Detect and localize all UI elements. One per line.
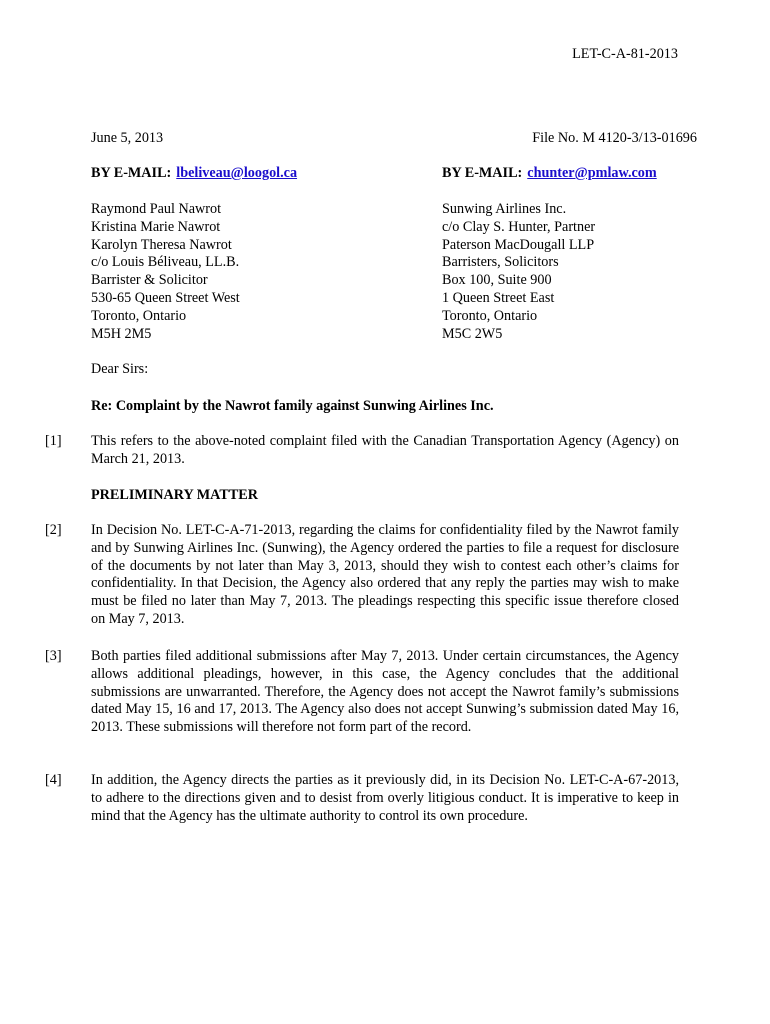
address-line: Karolyn Theresa Nawrot — [91, 236, 232, 253]
address-line: Barrister & Solicitor — [91, 272, 208, 289]
paragraph-number: [3] — [45, 648, 62, 664]
file-number: File No. M 4120-3/13-01696 — [532, 130, 697, 146]
address-line: 1 Queen Street East — [442, 289, 555, 306]
address-line: Toronto, Ontario — [442, 307, 538, 324]
paragraph-number: [2] — [45, 522, 62, 538]
paragraph-text: In addition, the Agency directs the parties as it previously did, in its Decision No. LET-C-A-67-2013, to adhere to the directions given and to desist from overly litigious conduct. It is imperative to keep in mind that the Agency has the ultimate authority to control its own procedure. — [91, 772, 679, 824]
paragraph-text: In Decision No. LET-C-A-71-2013, regarding the claims for confidentiality filed by the Nawrot family and by Sunwing Airlines Inc. (Sunwing), the Agency ordered the parties to file a request for disclosure of the documents by not later than May 3, 2013, should they wish to contest each other’s claims for confidentiality. In that Decision, the Agency also ordered that any reply the parties may wish to make must be filed no later than May 7, 2013. The pleadings respecting this specific issue therefore closed on May 7, 2013. — [91, 522, 679, 627]
paragraph-number: [1] — [45, 433, 62, 449]
salutation: Dear Sirs: — [91, 361, 149, 377]
address-line: Kristina Marie Nawrot — [91, 218, 221, 235]
address-line: Paterson MacDougall LLP — [442, 236, 595, 253]
subject-line: Re: Complaint by the Nawrot family against Sunwing Airlines Inc. — [91, 398, 494, 414]
paragraph-text: This refers to the above-noted complaint filed with the Canadian Transportation Agency (Agency) on March 21, 2013. — [91, 433, 679, 467]
email-link-beliveau[interactable]: lbeliveau@loogol.ca — [176, 165, 298, 181]
email-label: BY E-MAIL: — [442, 165, 523, 181]
paragraph-number: [4] — [45, 772, 62, 788]
address-line: c/o Louis Béliveau, LL.B. — [91, 254, 240, 271]
address-line: c/o Clay S. Hunter, Partner — [442, 218, 596, 235]
address-line: Barristers, Solicitors — [442, 254, 559, 271]
document-reference: LET-C-A-81-2013 — [572, 46, 678, 62]
address-line: Sunwing Airlines Inc. — [442, 201, 567, 217]
address-line: M5H 2M5 — [91, 325, 152, 342]
letter-date: June 5, 2013 — [91, 130, 164, 146]
recipient-right-email-line — [442, 165, 657, 182]
email-link-hunter[interactable]: chunter@pmlaw.com — [527, 165, 657, 181]
recipient-left-address — [91, 201, 240, 343]
paragraph-text: Both parties filed additional submissions after May 7, 2013. Under certain circumstances, the Agency allows additional pleadings, however, in this case, the Agency concludes that the additional submissions are unwarranted. Therefore, the Agency does not accept the Nawrot family’s submissions dated May 15, 16 and 17, 2013. The Agency also does not accept Sunwing’s submission dated May 16, 2013. These submissions will therefore not form part of the record. — [91, 648, 679, 736]
section-heading: PRELIMINARY MATTER — [91, 487, 258, 503]
address-line: Raymond Paul Nawrot — [91, 201, 222, 217]
address-line: 530-65 Queen Street West — [91, 289, 240, 306]
recipient-right-address — [442, 201, 595, 343]
address-line: M5C 2W5 — [442, 325, 503, 342]
address-line: Toronto, Ontario — [91, 307, 187, 324]
address-line: Box 100, Suite 900 — [442, 272, 552, 289]
email-label: BY E-MAIL: — [91, 165, 172, 181]
recipient-left-email-line — [91, 165, 297, 182]
